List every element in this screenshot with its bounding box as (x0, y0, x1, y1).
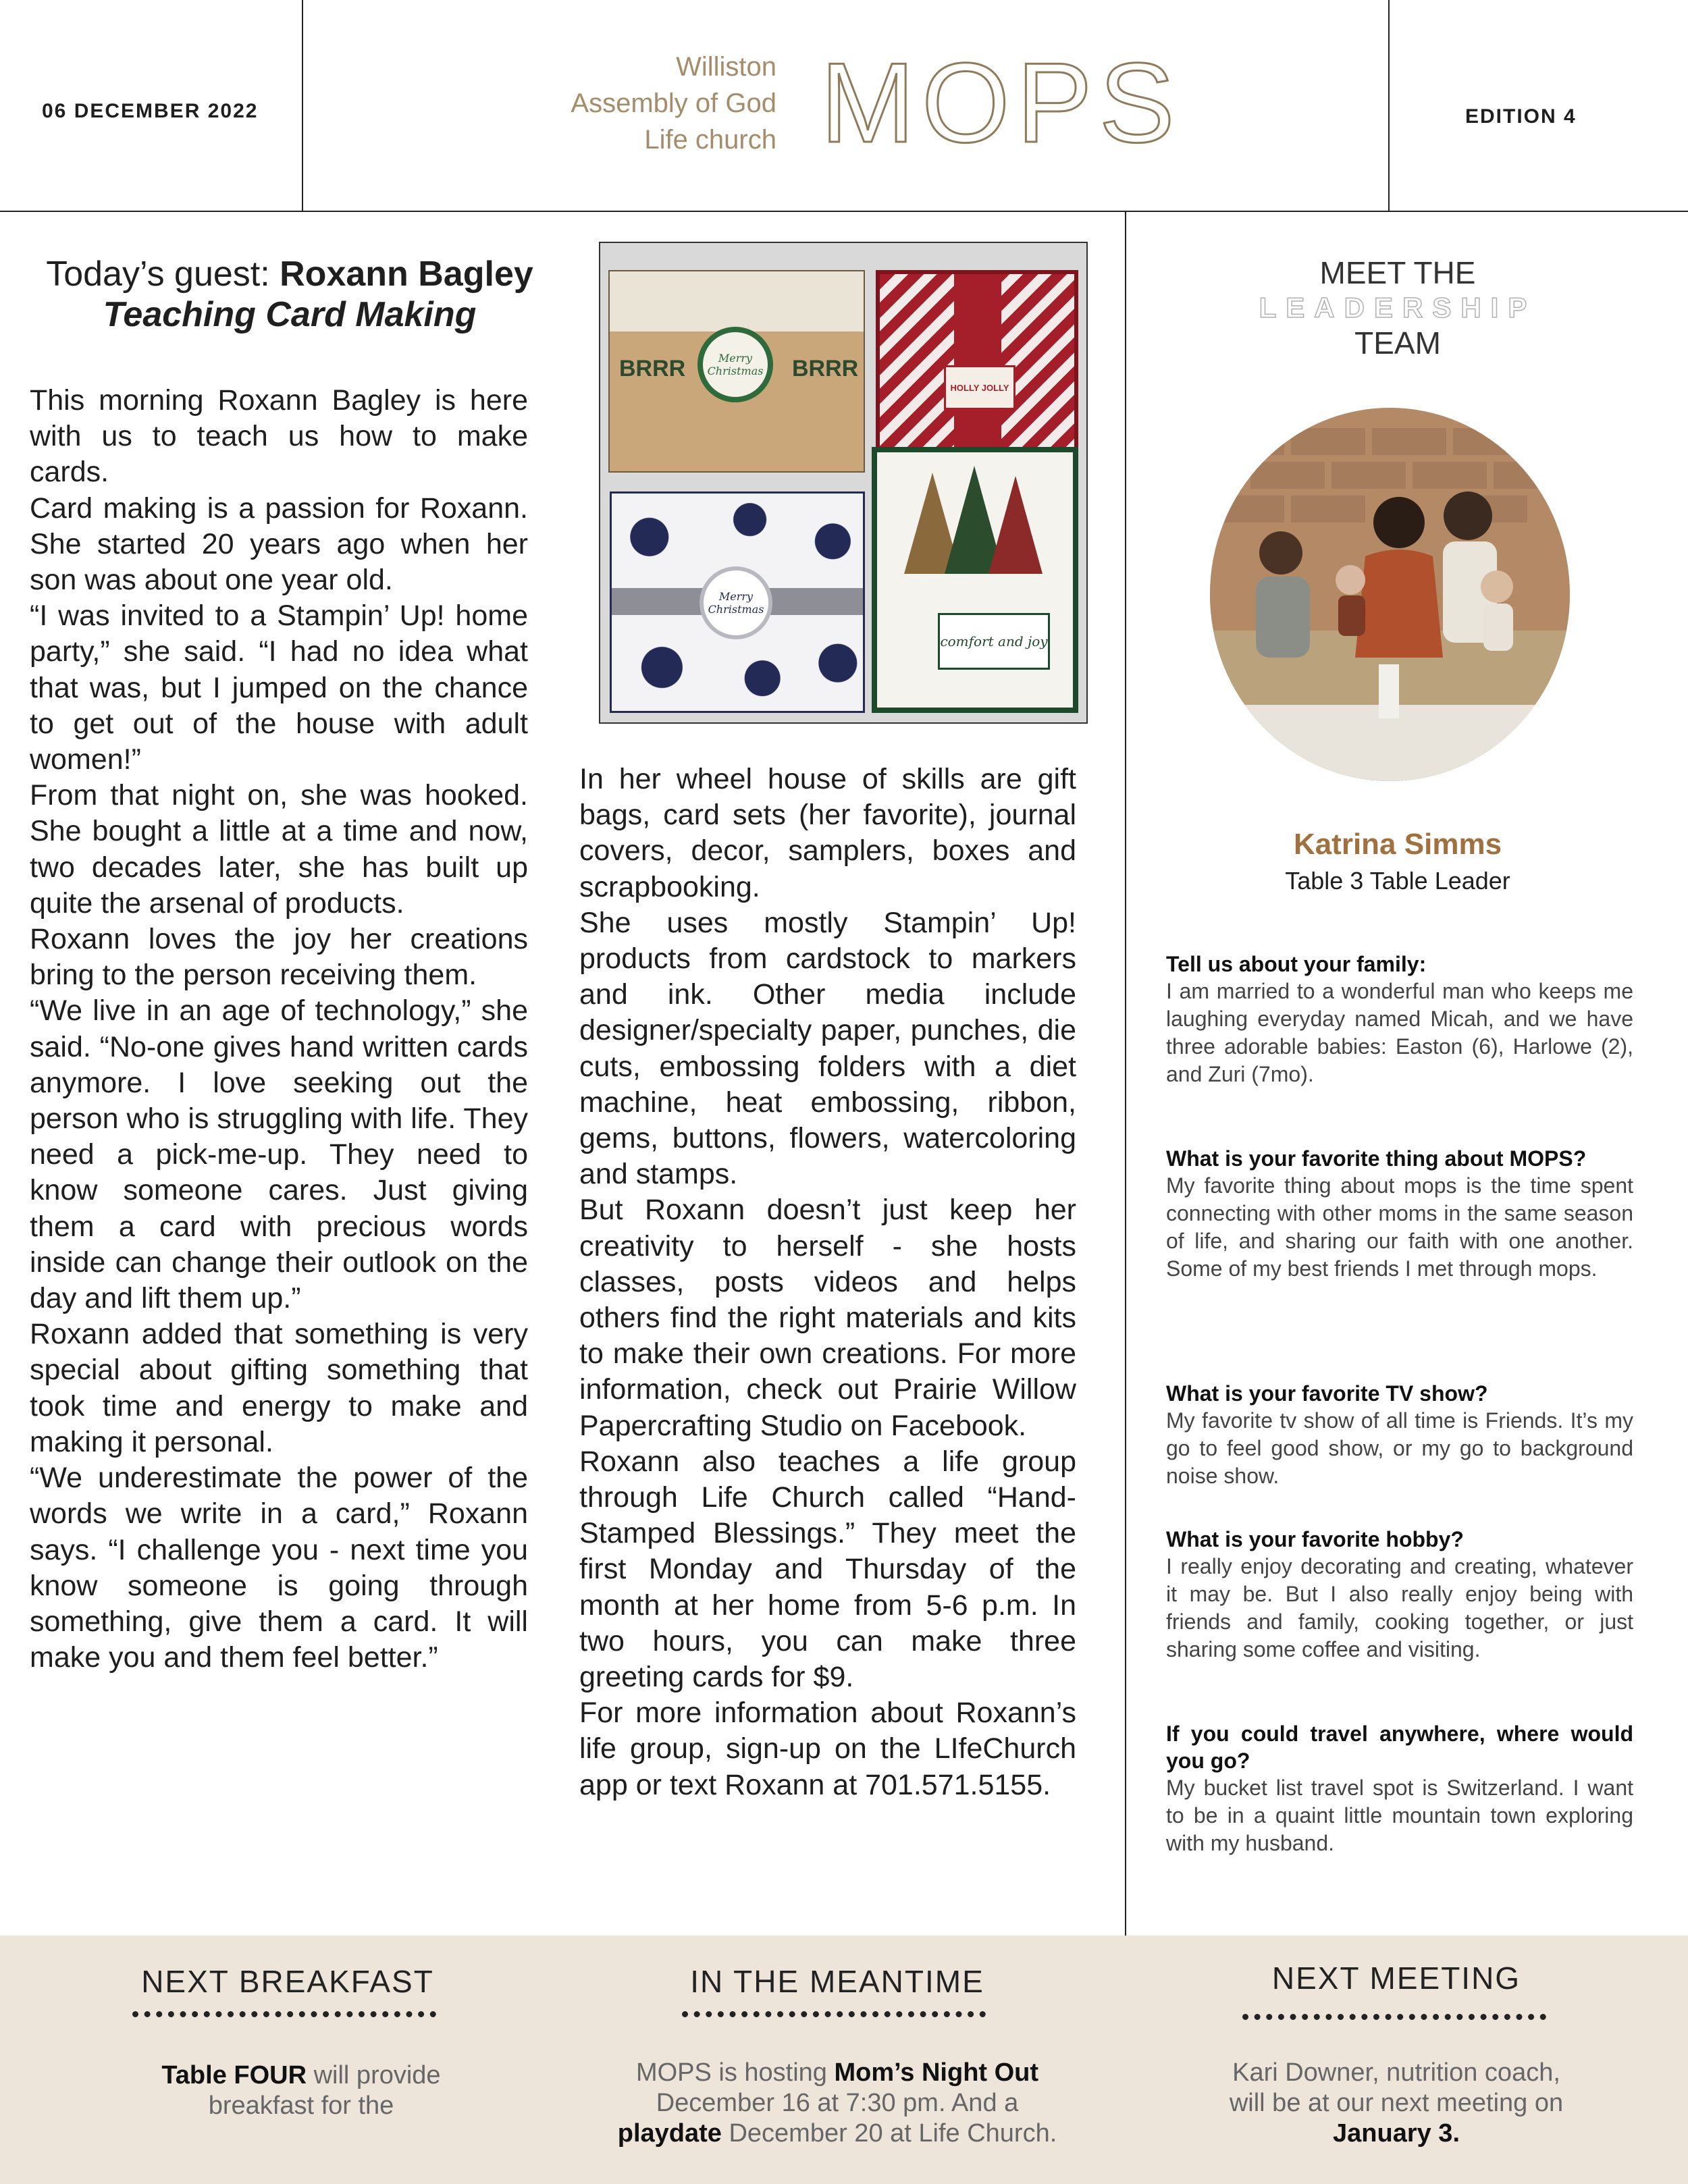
brrr-text-2: BRRR (792, 356, 859, 381)
issue-date: 06 DECEMBER 2022 (42, 100, 259, 122)
qa-hobby (1166, 1526, 1633, 1663)
next-breakfast-text (65, 2060, 537, 2121)
column-divider (1125, 211, 1126, 1936)
meantime-line-1: MOPS is hosting (635, 2058, 835, 2087)
family-portrait-image (1210, 408, 1570, 781)
answer: I really enjoy decorating and creating, whatever it may be. But I also really enjoy being with friends and family, cooking together, or just sharing some coffee and visiting. (1166, 1554, 1633, 1661)
masthead-divider-right (1388, 0, 1390, 211)
meet-the-text: MEET THE (1319, 255, 1476, 290)
meeting-date: January 3. (1333, 2119, 1460, 2148)
guest-name: Roxann Bagley (280, 255, 533, 294)
guest-subtitle: Teaching Card Making (103, 295, 477, 334)
question: Tell us about your family: (1166, 952, 1427, 976)
brrr-card (608, 270, 865, 473)
dotted-divider (1242, 2014, 1546, 2020)
question: What is your favorite hobby? (1166, 1527, 1464, 1551)
guest-heading (30, 254, 550, 335)
snowflake-card (610, 491, 865, 713)
article-column-2 (579, 762, 1076, 1803)
church-line-2: Assembly of God (571, 88, 776, 118)
article-paragraph: Roxann loves the joy her creations bring to the person receiving them. (30, 923, 528, 992)
breakfast-table: Table FOUR (161, 2061, 307, 2089)
candy-stripe-card (876, 270, 1078, 473)
comfort-joy-tag (938, 613, 1050, 670)
article-paragraph: This morning Roxann Bagley is here with us to teach us how to make cards. (30, 384, 528, 489)
playdate: playdate (617, 2119, 722, 2148)
answer: My bucket list travel spot is Switzerland. I want to be in a quaint little mountain town exploring with my husband. (1166, 1776, 1633, 1855)
article-paragraph: “We underestimate the power of the words we write in a card,” Roxann says. “I challenge you - next time you know someone is going through something, give them a card. It will make you and them feel better.” (30, 1462, 528, 1674)
article-paragraph: For more information about Roxann’s life group, sign-up on the LIfeChurch app or text Roxann at 701.571.5155. (579, 1697, 1076, 1801)
article-paragraph: “I was invited to a Stampin’ Up! home party,” she said. “I had no idea what that was, but I jumped on the chance to get out of the house with adult women!” (30, 600, 528, 776)
article-paragraph: From that night on, she was hooked. She bought a little at a time and now, two decades later, she has built up quite the arsenal of products. (30, 779, 528, 920)
team-text: TEAM (1354, 325, 1441, 361)
edition-number: EDITION 4 (1465, 105, 1577, 128)
leader-role: Table 3 Table Leader (1285, 867, 1510, 895)
holly-jolly-text: HOLLY JOLLY (950, 382, 1009, 393)
masthead-divider-left (302, 0, 303, 211)
handmade-cards-photo (599, 242, 1088, 724)
dotted-divider (682, 2011, 986, 2017)
meantime-line-2: December 16 at 7:30 pm. And a (656, 2089, 1019, 2117)
moms-night-out: Mom’s Night Out (834, 2058, 1039, 2087)
mops-logo: MOPS (820, 39, 1182, 166)
qa-tv-show (1166, 1380, 1633, 1490)
question: What is your favorite thing about MOPS? (1166, 1146, 1587, 1171)
dotted-divider (132, 2011, 436, 2017)
meantime-text (601, 2058, 1074, 2149)
meeting-line-1: Kari Downer, nutrition coach, (1232, 2058, 1560, 2087)
next-meeting-title: NEXT MEETING (1271, 1961, 1521, 1996)
breakfast-line-2: breakfast for the (208, 2092, 394, 2120)
answer: My favorite tv show of all time is Friends. It’s my go to feel good show, or my go to background noise show. (1166, 1408, 1633, 1488)
merry-christmas-seal-1 (697, 327, 773, 402)
breakfast-line-1: will provide (307, 2061, 441, 2089)
answer: I am married to a wonderful man who keeps me laughing everyday named Micah, and we have three adorable babies: Easton (6), Harlowe (2), and Zuri (7mo). (1166, 979, 1633, 1086)
family-portrait (1210, 408, 1570, 781)
question: If you could travel anywhere, where would you go? (1166, 1722, 1633, 1773)
article-paragraph: But Roxann doesn’t just keep her creativity to herself - she hosts classes, posts videos and helps others find the right materials and kits to make their own creations. For more information, check out Prairie Willow Papercrafting Studio on Facebook. (579, 1194, 1076, 1442)
article-column-1 (30, 383, 528, 1676)
tree-shape (988, 476, 1043, 574)
church-name (513, 49, 776, 158)
article-paragraph: In her wheel house of skills are gift bags, card sets (her favorite), journal covers, decor, samplers, boxes and scrapbooking. (579, 763, 1076, 903)
leadership-word: LEADERSHIP (1259, 292, 1537, 323)
article-paragraph: Roxann also teaches a life group through Life Church called “Hand-Stamped Blessings.” They meet the first Monday and Thursday of the month at her home from 5-6 p.m. In two hours, you can make three greeting cards for $9. (579, 1445, 1076, 1694)
church-line-3: Life church (644, 125, 776, 155)
merry-christmas-text-2: Merry Christmas (708, 590, 764, 616)
qa-favorite-mops (1166, 1145, 1633, 1283)
qa-family (1166, 951, 1633, 1088)
guest-prefix: Today’s guest: (46, 255, 280, 294)
article-paragraph: Card making is a passion for Roxann. She started 20 years ago when her son was about one year old. (30, 491, 528, 597)
comfort-joy-text: comfort and joy (940, 633, 1048, 649)
meet-leadership-heading (1148, 255, 1647, 361)
article-paragraph: She uses mostly Stampin’ Up! products from cardstock to markers and ink. Other media include designer/specialty paper, punches, die cuts, embossing folders with a diet machine, heat embossing, ribbon, gems, buttons, flowers, watercoloring and stamps. (579, 906, 1076, 1191)
holly-jolly-tag (944, 365, 1016, 410)
leader-name: Katrina Simms (1293, 828, 1502, 861)
next-meeting-text (1160, 2058, 1633, 2149)
meantime-line-3: December 20 at Life Church. (721, 2119, 1057, 2148)
answer: My favorite thing about mops is the time spent connecting with other moms in the same season of life, and sharing our faith with one another. Some of my best friends I met through mops. (1166, 1173, 1633, 1281)
meeting-line-2: will be at our next meeting on (1229, 2089, 1564, 2117)
merry-christmas-text-1: Merry Christmas (707, 352, 764, 377)
meantime-title: IN THE MEANTIME (690, 1964, 984, 1999)
brrr-text: BRRR (619, 356, 686, 381)
next-breakfast-title: NEXT BREAKFAST (141, 1964, 434, 1999)
article-paragraph: Roxann added that something is very special about gifting something that took time and energy to make and making it personal. (30, 1318, 528, 1458)
church-line-1: Williston (676, 52, 776, 82)
merry-christmas-seal-2 (700, 566, 772, 639)
article-paragraph: “We live in an age of technology,” she said. “No-one gives hand written cards anymore. I love seeking out the person who is struggling with life. They need a pick-me-up. They need to know someone cares. Just giving them a card with precious words inside can change their outlook on the day and lift them up.” (30, 994, 528, 1315)
question: What is your favorite TV show? (1166, 1381, 1488, 1406)
qa-travel (1166, 1720, 1633, 1857)
tree-card (872, 447, 1078, 713)
